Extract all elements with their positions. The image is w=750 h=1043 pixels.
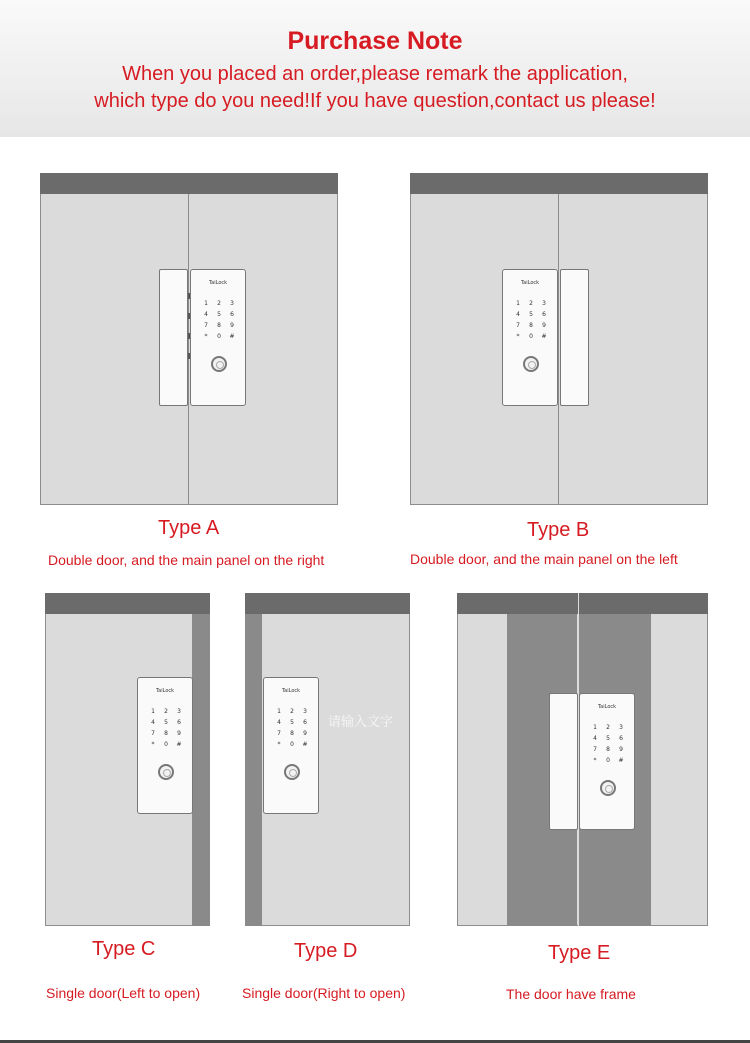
keypad-key[interactable]: 5 [290,719,294,726]
side-frame-right [192,614,210,926]
main-lock-panel [190,269,246,406]
keypad-logo: TaiLock [597,704,617,710]
type-a-label: Type A [158,517,220,539]
keypad-key[interactable]: 1 [204,300,208,307]
keypad-key[interactable]: 8 [290,730,294,737]
keypad-key[interactable]: 1 [151,708,155,715]
keypad-key[interactable]: 5 [606,735,610,742]
keypad-key[interactable]: * [593,757,597,764]
fingerprint-sensor-icon[interactable] [158,764,174,780]
keypad-key[interactable]: 6 [230,311,234,318]
keypad-key[interactable]: # [302,741,308,748]
keypad-key[interactable]: 3 [177,708,181,715]
keypad-key[interactable]: 8 [164,730,168,737]
main-lock-panel [137,677,193,814]
top-rail [457,593,708,614]
keypad-logo: TaiLock [208,280,228,286]
fingerprint-sensor-icon[interactable] [523,356,539,372]
note-line-1: When you placed an order,please remark the application, [122,63,628,85]
top-rail [245,593,410,614]
top-rail [40,173,338,194]
keypad-key[interactable]: # [541,333,547,340]
keypad-key[interactable]: 0 [529,333,533,340]
keypad-key[interactable]: 5 [217,311,221,318]
keypad-key[interactable]: 4 [277,719,281,726]
keypad-key[interactable]: 4 [593,735,597,742]
keypad-key[interactable]: 6 [303,719,307,726]
fingerprint-sensor-icon[interactable] [284,764,300,780]
keypad-key[interactable]: # [229,333,235,340]
fingerprint-sensor-icon[interactable] [211,356,227,372]
keypad-key[interactable]: 3 [542,300,546,307]
keypad-key[interactable]: # [176,741,182,748]
type-e-label: Type E [548,942,611,964]
keypad-key[interactable]: * [204,333,208,340]
keypad-key[interactable]: 7 [151,730,155,737]
keypad-key[interactable]: 8 [217,322,221,329]
type-c-label: Type C [92,938,156,960]
keypad-key[interactable]: 1 [277,708,281,715]
keypad-logo: TaiLock [281,688,301,694]
page-title: Purchase Note [287,27,463,55]
lock-strip [159,269,188,406]
type-c-desc: Single door(Left to open) [46,985,201,1001]
lock-strip [549,693,578,830]
main-lock-panel [579,693,635,830]
type-b-desc: Double door, and the main panel on the left [410,551,678,567]
top-rail [45,593,210,614]
keypad-key[interactable]: 3 [230,300,234,307]
keypad-key[interactable]: 2 [290,708,294,715]
type-d-desc: Single door(Right to open) [242,985,406,1001]
keypad-key[interactable]: 8 [529,322,533,329]
type-c-illustration [45,593,210,926]
type-a-illustration [40,173,338,505]
keypad-key[interactable]: 2 [217,300,221,307]
keypad-key[interactable]: 1 [516,300,520,307]
keypad-key[interactable]: 0 [606,757,610,764]
keypad-key[interactable]: 9 [230,322,234,329]
top-rail [410,173,708,194]
keypad-key[interactable]: * [151,741,155,748]
keypad-key[interactable]: 0 [217,333,221,340]
keypad-key[interactable]: 9 [619,746,623,753]
door-left [40,173,338,505]
type-b-label: Type B [527,519,590,541]
side-frame-left [245,614,262,926]
keypad-key[interactable]: 3 [619,724,623,731]
fingerprint-sensor-icon[interactable] [600,780,616,796]
type-e-desc: The door have frame [506,986,636,1002]
keypad-key[interactable]: 6 [177,719,181,726]
keypad-key[interactable]: 4 [204,311,208,318]
keypad-key[interactable]: 2 [606,724,610,731]
keypad-key[interactable]: 0 [164,741,168,748]
keypad-key[interactable]: 9 [542,322,546,329]
keypad-key[interactable]: 9 [303,730,307,737]
note-line-2: which type do you need!If you have question,contact us please! [94,90,656,112]
keypad-key[interactable]: 7 [593,746,597,753]
door-left [410,173,708,505]
keypad-key[interactable]: 5 [164,719,168,726]
keypad-key[interactable]: 5 [529,311,533,318]
main-lock-panel [263,677,319,814]
keypad-logo: TaiLock [155,688,175,694]
keypad-key[interactable]: * [277,741,281,748]
keypad-key[interactable]: 6 [542,311,546,318]
type-b-illustration [410,173,708,505]
keypad-key[interactable]: 9 [177,730,181,737]
lock-strip [560,269,589,406]
door-seam [558,194,559,505]
keypad-key[interactable]: 4 [151,719,155,726]
purchase-note-header [0,0,750,137]
main-lock-panel [502,269,558,406]
keypad-key[interactable]: 8 [606,746,610,753]
keypad-key[interactable]: 4 [516,311,520,318]
keypad-key[interactable]: 6 [619,735,623,742]
keypad-key[interactable]: 2 [529,300,533,307]
type-a-desc: Double door, and the main panel on the right [48,552,325,568]
watermark-text: 请输入文字 [328,715,394,730]
keypad-key[interactable]: 0 [290,741,294,748]
keypad-logo: TaiLock [520,280,540,286]
keypad-key[interactable]: 3 [303,708,307,715]
keypad-key[interactable]: 7 [516,322,520,329]
type-e-illustration [457,593,708,926]
keypad-key[interactable]: 7 [277,730,281,737]
keypad-key[interactable]: * [516,333,520,340]
type-d-label: Type D [294,940,358,962]
keypad-key[interactable]: # [618,757,624,764]
type-d-illustration [245,593,410,926]
keypad-key[interactable]: 1 [593,724,597,731]
door-seam [188,194,189,505]
keypad-key[interactable]: 2 [164,708,168,715]
keypad-key[interactable]: 7 [204,322,208,329]
